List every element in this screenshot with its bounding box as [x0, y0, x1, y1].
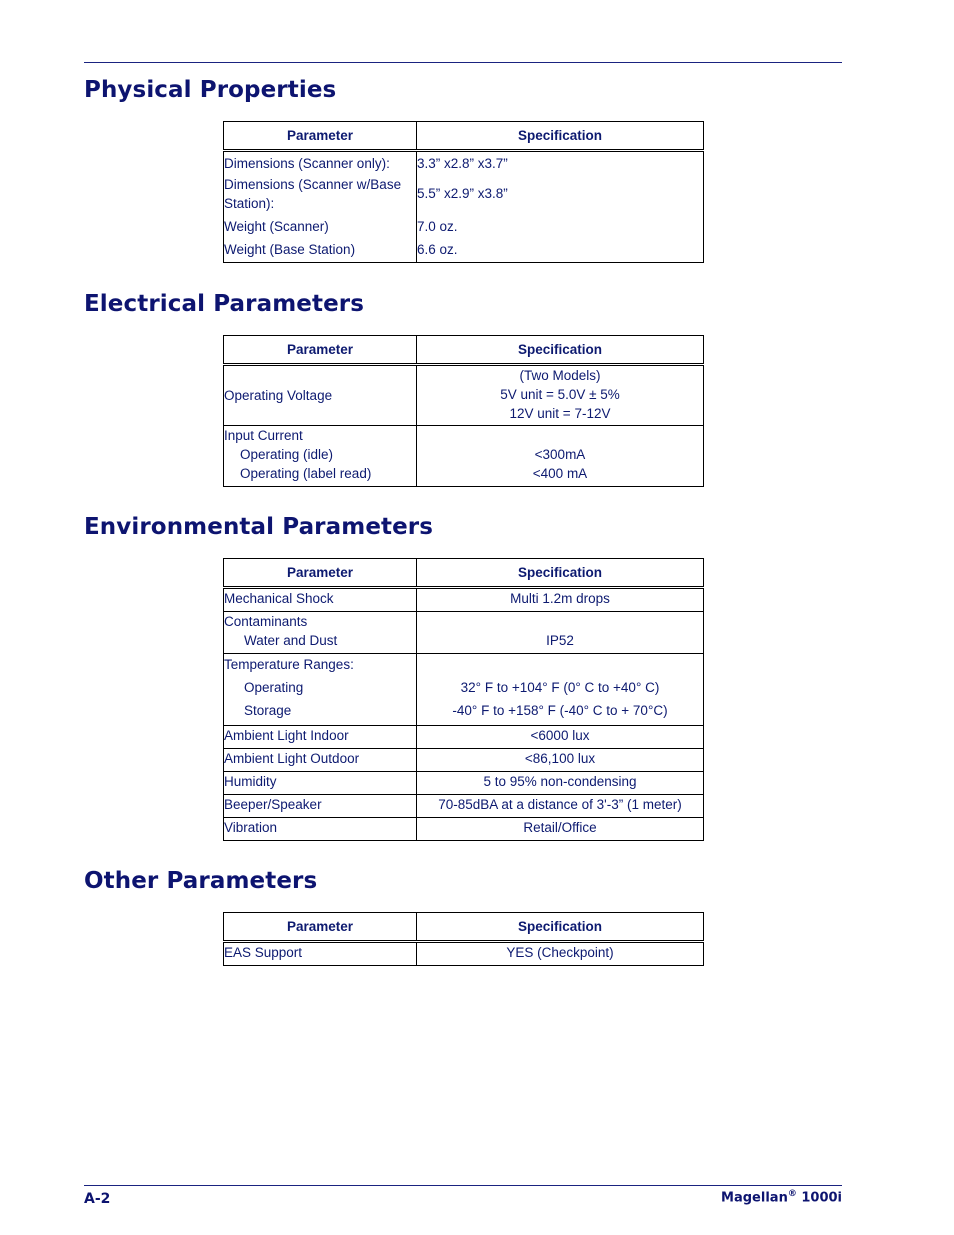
spec-cell: IP52 — [546, 633, 574, 648]
other-parameters-table — [223, 912, 704, 966]
spec-cell: 5 to 95% non-condensing — [483, 774, 637, 789]
param-cell: Ambient Light Indoor — [224, 728, 349, 743]
table-row — [224, 213, 704, 236]
spec-cell: 70-85dBA at a distance of 3'-3” (1 meter) — [438, 797, 682, 812]
table-header-row — [224, 913, 704, 942]
header-specification: Specification — [417, 122, 704, 151]
param-cell: Ambient Light Outdoor — [224, 751, 360, 766]
physical-properties-table — [223, 121, 704, 263]
table-row — [224, 588, 704, 612]
spec-cell: 6.6 oz. — [417, 242, 458, 257]
section-title-other: Other Parameters — [84, 868, 318, 894]
param-cell-continued: Station): — [224, 196, 275, 211]
param-subitem: Storage — [244, 703, 292, 718]
param-cell: Humidity — [224, 774, 277, 789]
section-title-electrical: Electrical Parameters — [84, 291, 365, 317]
table-row — [224, 612, 704, 654]
param-cell: Vibration — [224, 820, 278, 835]
table-row — [224, 173, 704, 213]
param-subitem: Water and Dust — [244, 633, 338, 648]
table-row — [224, 236, 704, 263]
table-row — [224, 151, 704, 174]
spec-cell: <400 mA — [532, 466, 588, 481]
param-cell: Beeper/Speaker — [224, 797, 322, 812]
spec-cell: 5V unit = 5.0V ± 5% — [500, 387, 620, 402]
param-cell: Dimensions (Scanner w/Base — [224, 177, 402, 192]
header-parameter: Parameter — [224, 913, 417, 942]
table-header-row — [224, 122, 704, 151]
param-cell: Mechanical Shock — [224, 591, 334, 606]
spec-cell: -40° F to +158° F (-40° C to + 70°C) — [452, 703, 668, 718]
param-cell: Weight (Scanner) — [224, 219, 329, 234]
table-row — [224, 942, 704, 966]
table-row — [224, 654, 704, 726]
table-header-row — [224, 336, 704, 365]
spec-cell: <300mA — [534, 447, 586, 462]
param-cell: Weight (Base Station) — [224, 242, 356, 257]
param-subitem: Operating — [244, 680, 304, 695]
spec-cell: 7.0 oz. — [417, 219, 458, 234]
header-parameter: Parameter — [224, 336, 417, 365]
param-subitem: Operating (idle) — [240, 447, 334, 462]
spec-cell: 12V unit = 7-12V — [509, 406, 611, 421]
section-title-physical: Physical Properties — [84, 77, 337, 103]
product-name: Magellan — [721, 1190, 788, 1206]
table-row — [224, 365, 704, 426]
spec-cell: <6000 lux — [530, 728, 590, 743]
header-parameter: Parameter — [224, 122, 417, 151]
spec-cell: 3.3” x2.8” x3.7” — [417, 156, 508, 171]
param-cell: Temperature Ranges: — [224, 657, 354, 672]
spec-cell: YES (Checkpoint) — [506, 945, 614, 960]
spec-cell: Retail/Office — [523, 820, 597, 835]
spec-cell: Multi 1.2m drops — [510, 591, 610, 606]
top-rule — [84, 62, 842, 63]
registered-mark: ® — [787, 1189, 797, 1199]
table-row — [224, 772, 704, 795]
table-row — [224, 795, 704, 818]
product-footer — [721, 1189, 842, 1205]
spec-cell: 32° F to +104° F (0° C to +40° C) — [460, 680, 660, 695]
table-row — [224, 818, 704, 841]
bottom-rule — [84, 1185, 842, 1186]
table-header-row — [224, 559, 704, 588]
section-title-environmental: Environmental Parameters — [84, 514, 434, 540]
param-cell: EAS Support — [224, 945, 303, 960]
product-model: 1000i — [801, 1190, 842, 1206]
environmental-parameters-table — [223, 558, 704, 841]
spec-cell: <86,100 lux — [524, 751, 596, 766]
header-specification: Specification — [417, 336, 704, 365]
spec-cell: (Two Models) — [519, 368, 601, 383]
table-row — [224, 426, 704, 487]
table-row — [224, 749, 704, 772]
header-specification: Specification — [417, 913, 704, 942]
param-cell: Contaminants — [224, 614, 308, 629]
param-cell: Dimensions (Scanner only): — [224, 156, 390, 171]
page-number: A-2 — [84, 1191, 111, 1207]
param-cell: Input Current — [224, 428, 303, 443]
spec-cell: 5.5” x2.9” x3.8” — [417, 185, 508, 201]
param-cell: Operating Voltage — [224, 388, 333, 403]
param-subitem: Operating (label read) — [240, 466, 372, 481]
table-row — [224, 726, 704, 749]
electrical-parameters-table — [223, 335, 704, 487]
header-specification: Specification — [417, 559, 704, 588]
header-parameter: Parameter — [224, 559, 417, 588]
